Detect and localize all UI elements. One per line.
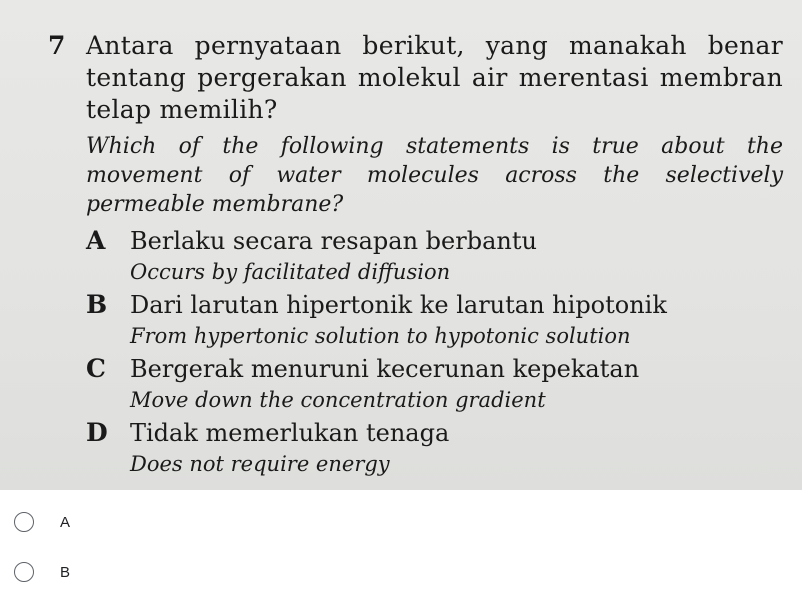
option-text-malay: Tidak memerlukan tenaga [130, 419, 450, 447]
question-block [48, 30, 783, 479]
option-letter: B [86, 290, 108, 319]
option-letter: C [86, 354, 106, 383]
option-a [86, 225, 783, 287]
option-text-english: Move down the concentration gradient [130, 388, 546, 412]
answer-choices [14, 508, 70, 608]
option-list [86, 225, 783, 479]
question-text-malay: Antara pernyataan berikut, yang manakah benar tentang pergerakan molekul air merentasi membran telap memilih? [86, 31, 783, 124]
option-d [86, 417, 783, 479]
question-number: 7 [48, 31, 66, 60]
option-letter: D [86, 418, 108, 447]
answer-choice-a[interactable] [14, 508, 70, 536]
radio-button[interactable] [14, 562, 34, 582]
option-letter: A [86, 226, 106, 255]
answer-label: B [60, 563, 71, 581]
option-text-english: Occurs by facilitated diffusion [130, 260, 451, 284]
answer-choice-b[interactable] [14, 558, 70, 586]
option-text-malay: Berlaku secara resapan berbantu [130, 227, 537, 255]
option-text-english: Does not require energy [130, 452, 390, 476]
question-text-english: Which of the following statements is true about the movement of water molecules across the selectively permeable membrane? [86, 134, 783, 217]
option-text-english: From hypertonic solution to hypotonic solution [130, 324, 631, 348]
option-text-malay: Dari larutan hipertonik ke larutan hipotonik [130, 291, 667, 319]
option-b [86, 289, 783, 351]
option-c [86, 353, 783, 415]
answer-label: A [60, 513, 71, 531]
radio-button[interactable] [14, 512, 34, 532]
option-text-malay: Bergerak menuruni kecerunan kepekatan [130, 355, 640, 383]
